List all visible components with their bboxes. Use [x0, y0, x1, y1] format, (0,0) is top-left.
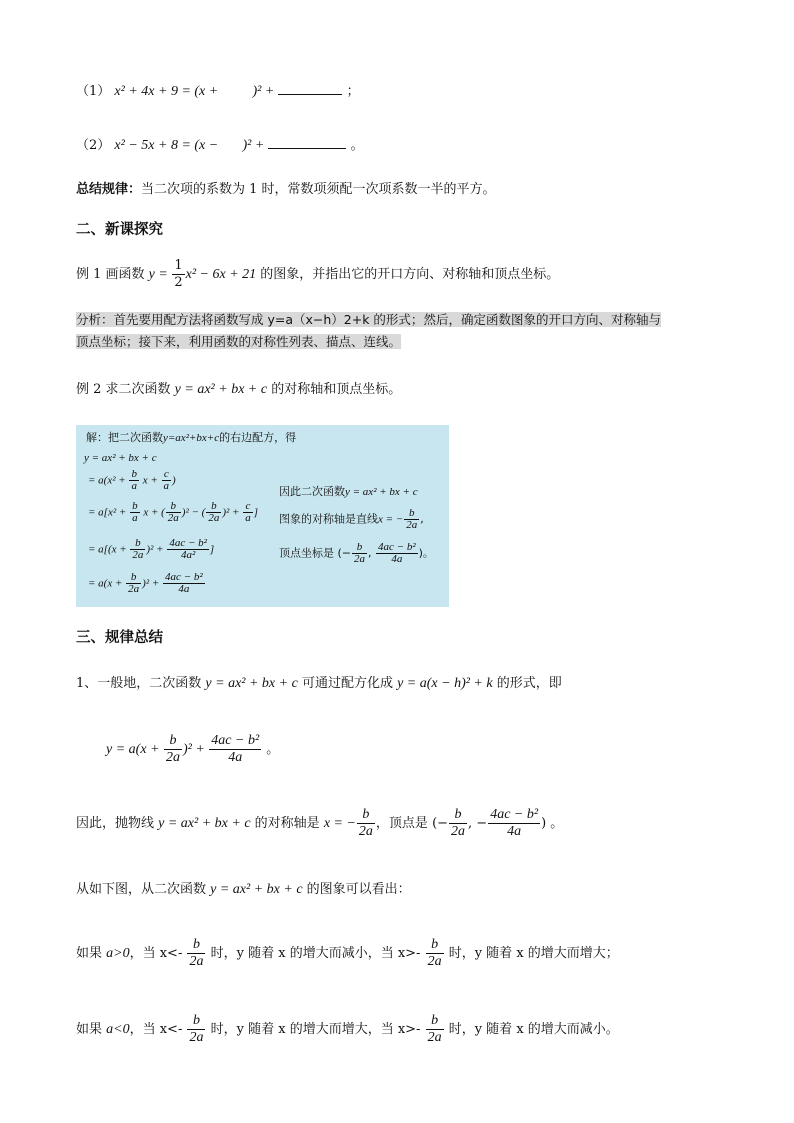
exercise-1 — [76, 80, 360, 102]
step1-frac-c-a: $\frac{c}{a}$ — [163, 468, 170, 492]
solution-step-0: y = ax² + bx + c — [84, 452, 157, 464]
step3-frac-4ac-4a2: $\frac{\text{4ac − b²}}{\text{4a²}}$ — [169, 537, 207, 561]
case-a-negative: 如果 a<0，当 x<- $\frac{b}{2a}$ 时，y 随着 x 的增大而增大，当 x>- $\frac{b}{2a}$ 时，y 随着 x 的增大而减小。 — [76, 1013, 619, 1045]
example-1-prefix: 例 1 画函数 — [76, 267, 149, 282]
solution-box — [76, 425, 449, 607]
analysis-line-2: 顶点坐标；接下来，利用函数的对称性列表、描点、连线。 — [76, 334, 402, 349]
example-2-suffix: 的对称轴和顶点坐标。 — [267, 382, 402, 397]
solution-title-pre: 解：把二次函数 — [86, 431, 163, 444]
therefore-frac-vy: $\frac{\text{4ac − b²}}{4a}$ — [490, 807, 539, 839]
example-1-suffix: 的图象，并指出它的开口方向、对称轴和顶点坐标。 — [256, 267, 560, 282]
solution-step-3: = a[(x + $\frac{b}{2a}$ )² + $\frac{\text{4ac − b²}}{\text{4a²}}$ ] — [88, 537, 215, 561]
rule-1-frac-1: $\frac{b}{2a}$ — [165, 733, 180, 765]
exercise-1-lhs: x² + 4x + 9 = (x + — [114, 84, 219, 99]
step2-frac-b-2a-b: $\frac{b}{2a}$ — [208, 500, 220, 524]
example-2-formula: y = ax² + bx + c — [174, 382, 268, 397]
exercise-2-end: 。 — [350, 138, 364, 153]
summary-rule — [76, 180, 496, 200]
conclusion-frac-vy: $\frac{\text{4ac − b²}}{4a}$ — [378, 541, 416, 565]
exercise-1-label: （1） — [76, 84, 111, 99]
exercise-2-blank — [268, 134, 346, 149]
solution-step-1: = a(x² + $\frac{b}{a}$ x + $\frac{c}{a}$ ) — [88, 468, 176, 492]
exercise-1-end: ； — [346, 84, 360, 99]
exercise-2-lhs: x² − 5x + 8 = (x − — [114, 138, 219, 153]
step2-frac-c-a: $\frac{c}{a}$ — [245, 500, 251, 524]
step4-frac-vertex-y: $\frac{\text{4ac − b²}}{4a}$ — [165, 571, 203, 595]
solution-step-2: = a[x² + $\frac{b}{a}$ x + ( $\frac{b}{2a}$ )² − ( $\frac{b}{2a}$ )² + $\frac{c}{a}$ ] — [88, 500, 258, 524]
solution-conclusion-3: 顶点坐标是 (− $\frac{b}{2a}$ , $\frac{\text{4ac − b²}}{4a}$ )。 — [279, 541, 434, 565]
from-graph: 从如下图，从二次函数 y = ax² + bx + c 的图象可以看出： — [76, 882, 411, 897]
therefore-line: 因此，抛物线 y = ax² + bx + c 的对称轴是 x = − $\frac{b}{2a}$ ，顶点是 (− $\frac{b}{2a}$ , − $\frac{\text{4ac − b²}}{4a}$ ) 。 — [76, 807, 564, 839]
summary-rule-label: 总结规律： — [76, 182, 142, 197]
example-2-prefix: 例 2 求二次函数 — [76, 382, 175, 397]
exercise-2 — [76, 134, 364, 156]
conclusion-frac-b-2a: $\frac{b}{2a}$ — [406, 507, 418, 531]
solution-step-4: = a(x + $\frac{b}{2a}$ )² + $\frac{\text{4ac − b²}}{4a}$ — [88, 571, 203, 595]
step2-frac-b-a: $\frac{b}{a}$ — [132, 500, 138, 524]
case1-frac-1: $\frac{b}{2a}$ — [189, 937, 204, 969]
section-2-title: 二、新课探究 — [76, 222, 163, 238]
rule-1-frac-2: $\frac{\text{4ac − b²}}{4a}$ — [211, 733, 260, 765]
example-1-frac-den: 2 — [174, 275, 183, 290]
analysis — [76, 309, 661, 353]
example-1 — [76, 258, 559, 292]
case2-frac-1: $\frac{b}{2a}$ — [189, 1013, 204, 1045]
case2-frac-2: $\frac{b}{2a}$ — [427, 1013, 442, 1045]
exercise-2-mid: )² + — [242, 138, 265, 153]
summary-rule-text: 当二次项的系数为 1 时，常数项须配一次项系数一半的平方。 — [141, 182, 496, 197]
exercise-1-mid: )² + — [252, 84, 275, 99]
section-3-title: 三、规律总结 — [76, 630, 163, 646]
case1-frac-2: $\frac{b}{2a}$ — [427, 937, 442, 969]
solution-conclusion-2: 图象的对称轴是直线x = − $\frac{b}{2a}$ , — [279, 507, 424, 531]
example-1-frac-num: 1 — [174, 258, 183, 273]
conclusion-frac-vx: $\frac{b}{2a}$ — [354, 541, 366, 565]
example-1-fraction — [172, 258, 184, 291]
exercise-1-blank — [278, 80, 342, 95]
step4-frac-b-2a: $\frac{b}{2a}$ — [128, 571, 140, 595]
analysis-line-1: 分析：首先要用配方法将函数写成 y=a（x−h）2+k 的形式；然后，确定函数图象的开口方向、对称轴与 — [76, 312, 661, 327]
example-2 — [76, 380, 401, 400]
solution-title-formula: y=ax²+bx+c — [163, 432, 220, 444]
step3-frac-b-2a: $\frac{b}{2a}$ — [132, 537, 144, 561]
rule-1: 1、一般地，二次函数 y = ax² + bx + c 可通过配方化成 y = a(x − h)² + k 的形式，即 — [76, 676, 562, 691]
therefore-frac-axis: $\frac{b}{2a}$ — [358, 807, 373, 839]
example-1-post-frac: x² − 6x + 21 — [185, 267, 257, 282]
exercise-2-label: （2） — [76, 138, 111, 153]
solution-conclusion-1: 因此二次函数y = ax² + bx + c — [279, 485, 418, 498]
solution-title-post: 的右边配方，得 — [219, 431, 297, 444]
example-1-pre-frac: y = — [148, 267, 172, 282]
step1-frac-b-a: $\frac{b}{a}$ — [131, 468, 137, 492]
step2-frac-b-2a: $\frac{b}{2a}$ — [167, 500, 179, 524]
therefore-frac-vx: $\frac{b}{2a}$ — [451, 807, 466, 839]
solution-title — [86, 429, 296, 445]
case-a-positive: 如果 a>0，当 x<- $\frac{b}{2a}$ 时，y 随着 x 的增大而减小，当 x>- $\frac{b}{2a}$ 时，y 随着 x 的增大而增大； — [76, 937, 619, 969]
rule-1-formula: y = a(x + $\frac{b}{2a}$ )² + $\frac{\text{4ac − b²}}{4a}$ 。 — [106, 733, 280, 765]
